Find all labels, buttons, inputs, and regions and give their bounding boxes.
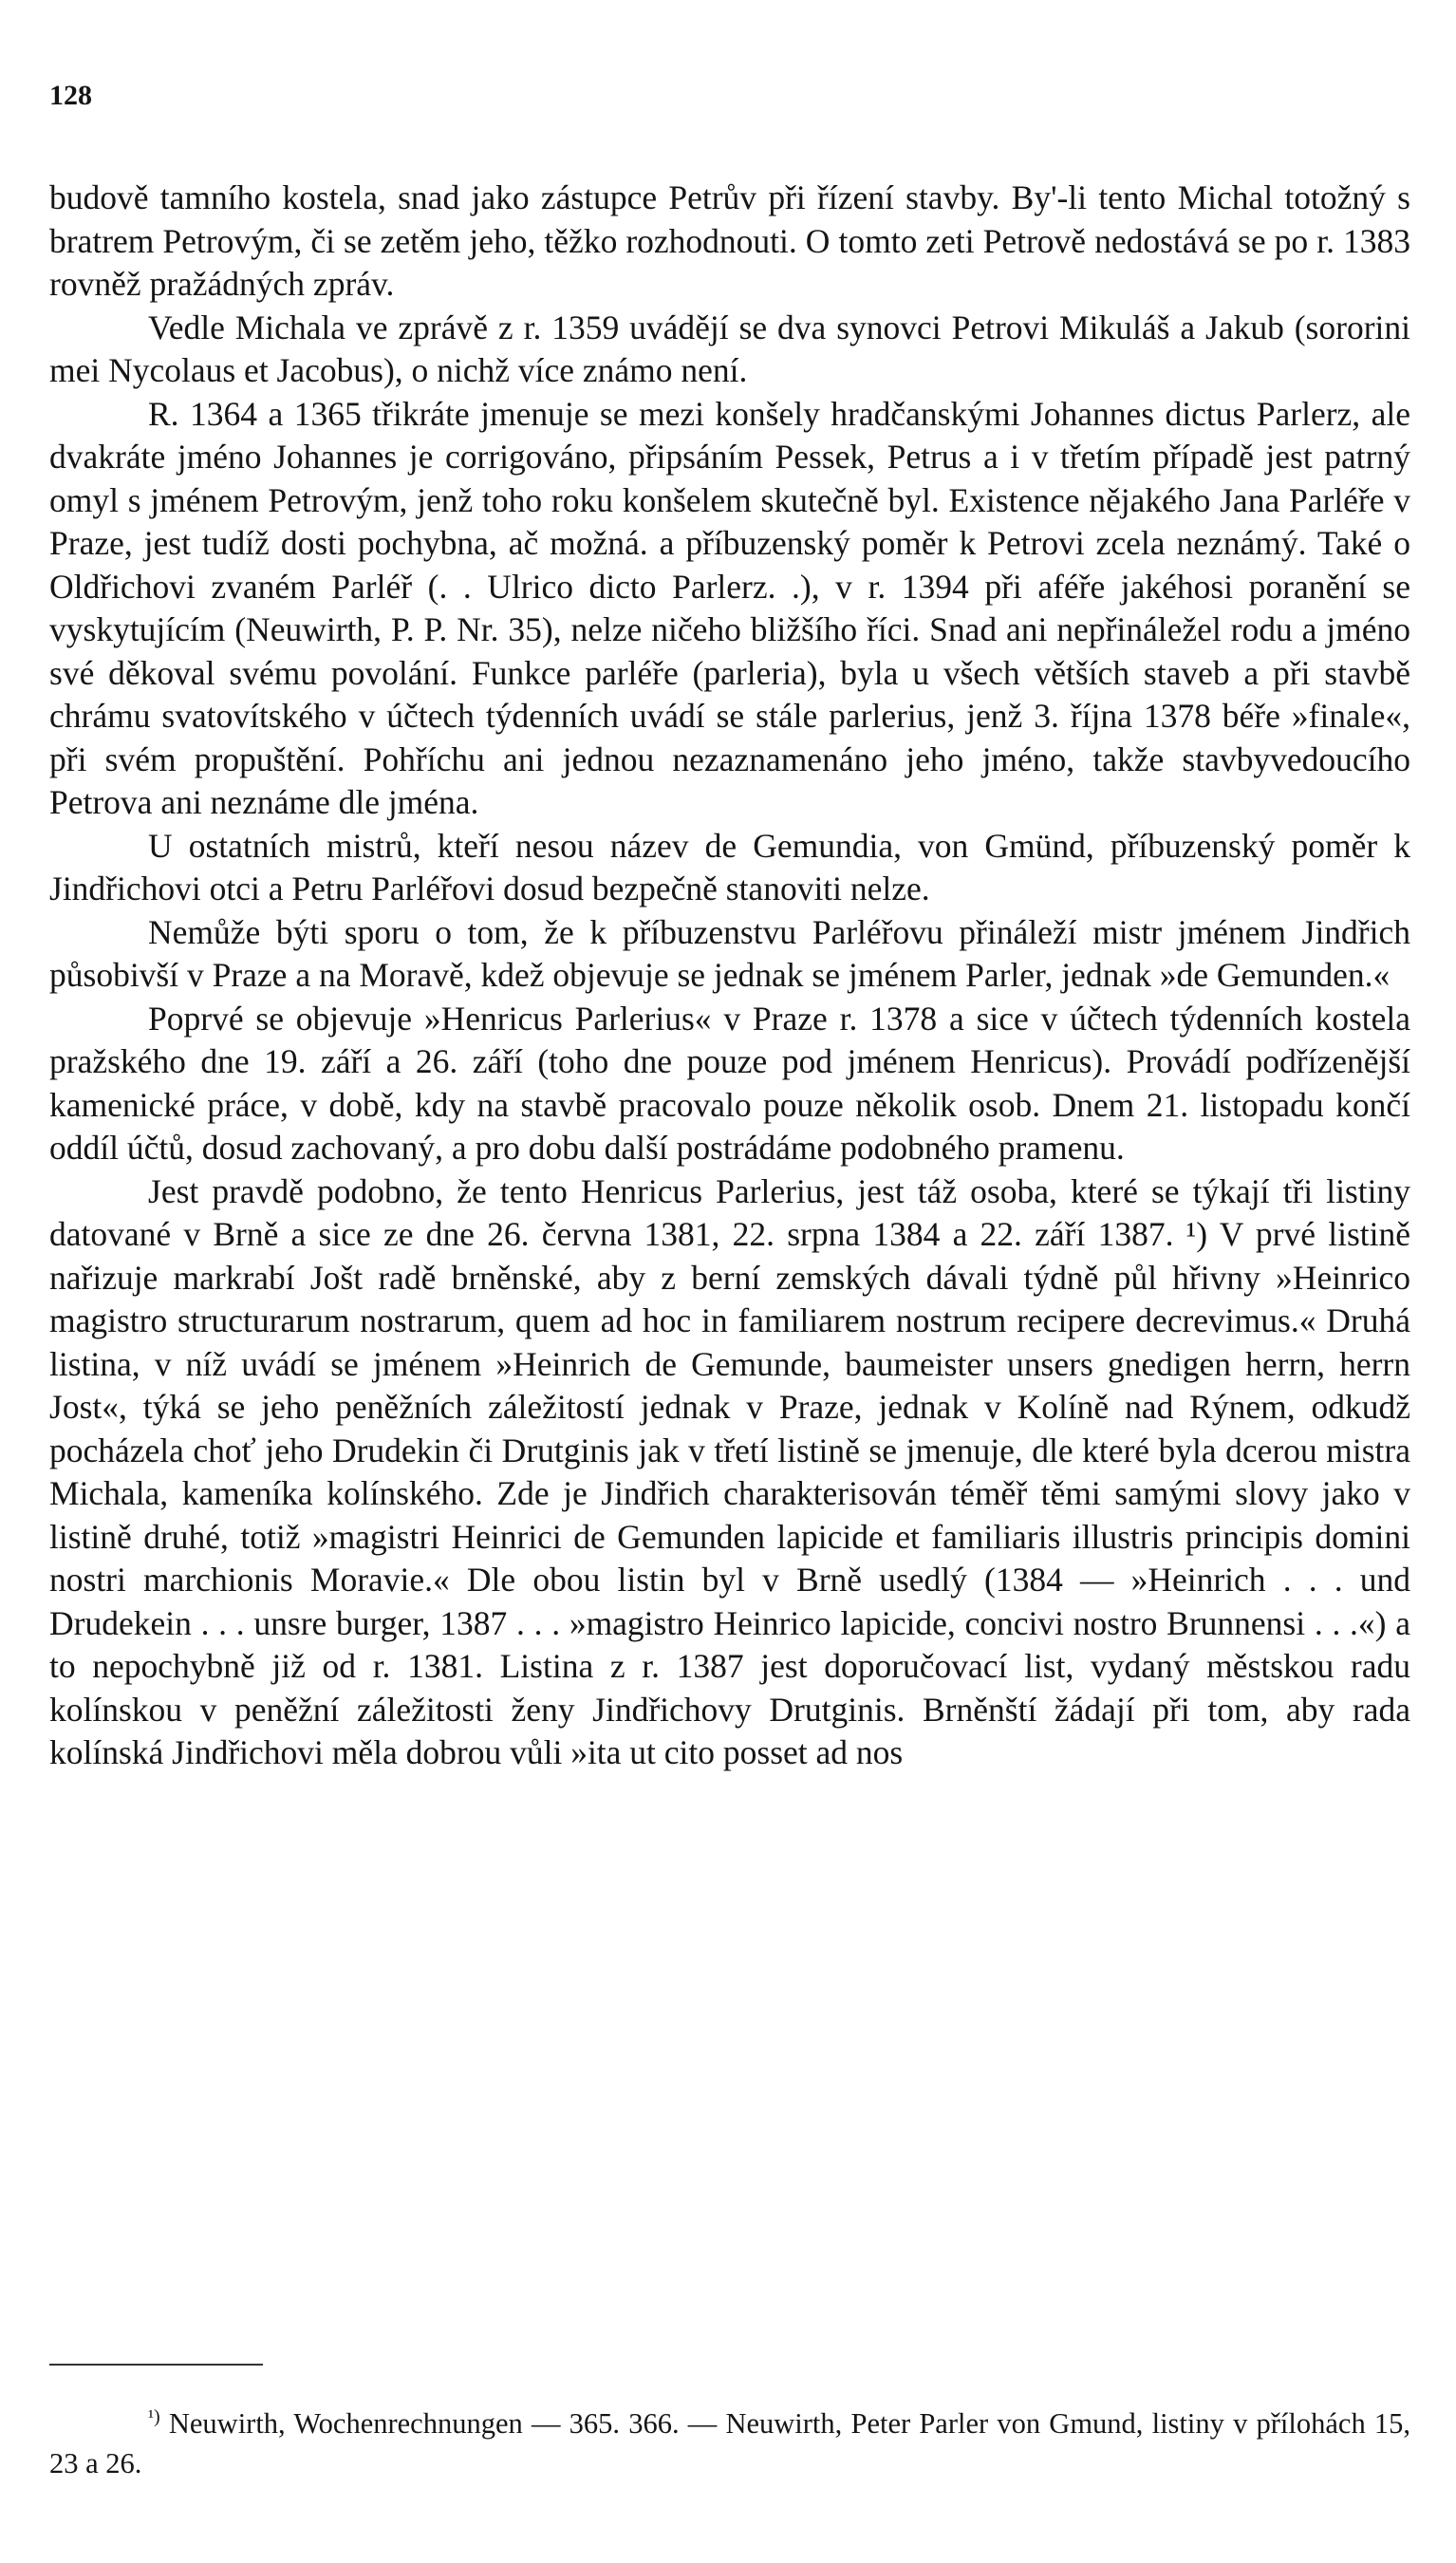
paragraph-brno-charters: Jest pravdě podobno, že tento Henricus Parlerius, jest táž osoba, které se týkají tři listiny datované v Brně a sice ze dne 26. června 1381, 22. srpna 1384 a 22. září 1387. ¹) V prvé listině nařizuje markrabí Jošt radě brněnské, aby z berní zemských dávali týdně půl hřivny »Heinrico magistro structurarum nostrarum, quem ad hoc in familiarem nostrum recipere decrevimus.« Druhá listina, v níž uvádí se jménem »Heinrich de Gemunde, baumeister unsers gnedigen herrn, herrn Jost«, týká se jeho peněžních záležitostí jednak v Praze, jednak v Kolíně nad Rýnem, odkudž pocházela choť jeho Drudekin či Drutginis jak v třetí listině se jmenuje, dle které byla dcerou mistra Michala, kameníka kolínského. Zde je Jindřich charakterisován téměř těmi samými slovy jako v listině druhé, totiž »magistri Heinrici de Gemunden lapicide et familiaris illustris principis domini nostri marchionis Moravie.« Dle obou listin byl v Brně usedlý (1384 — »Heinrich . . . und Drudekein . . . unsre burger, 1387 . . . »magistro Heinrico lapicide, concivi nostro Brunnensi . . .«) a to nepochybně již od r. 1381. Listina z r. 1387 jest doporučovací list, vydaný městskou radu kolínskou v peněžní záležitosti ženy Jindřichovy Drutginis. Brněnští žádají při tom, aby rada kolínská Jindřichovi měla dobrou vůli »ita ut cito posset ad nos — [49, 1171, 1410, 1771]
paragraph-other-masters: U ostatních mistrů, kteří nesou název de Gemundia, von Gmünd, příbuzenský poměr k Jindřichovi otci a Petru Parléřovi dosud bezpečně stanoviti nelze. — [49, 826, 1410, 907]
paragraph-johannes-parlerz: R. 1364 a 1365 třikráte jmenuje se mezi konšely hradčanskými Johannes dictus Parlerz, ale dvakráte jméno Johannes je corrigováno, připsáním Pessek, Petrus a i v třetím případě jest patrný omyl s jménem Petrovým, jenž toho roku konšelem skutečně byl. Existence nějakého Jana Parléře v Praze, jest tudíž dosti pochybna, ač možná. a příbuzenský poměr k Petrovi zcela neznámý. Také o Oldřichovi zvaném Parléř (. . Ulrico dicto Parlerz. .), v r. 1394 při aféře jakéhosi poranění se vyskytujícím (Neuwirth, P. P. Nr. 35), nelze ničeho bližšího říci. Snad ani nepřináležel rodu a jméno své děkoval svému povolání. Funkce parléře (parleria), byla u všech větších staveb a při stavbě chrámu svatovítského v účtech týdenních uvádí se stále parlerius, jenž 3. října 1378 béře »finale«, při svém propuštění. Pohříchu ani jednou nezaznamenáno jeho jméno, takže stavbyvedoucího Petrova ani neznáme dle jména. — [49, 394, 1410, 821]
paragraph-henricus-parlerius: Poprvé se objevuje »Henricus Parlerius« v Praze r. 1378 a sice v účtech týdenních kostela pražského dne 19. září a 26. září (toho dne pouze pod jménem Henricus). Provádí podřízenější kamenické práce, v době, kdy na stavbě pracovalo pouze několik osob. Dnem 21. listopadu končí oddíl účtů, dosud zachovaný, a pro dobu další postrádáme podobného pramenu. — [49, 999, 1410, 1167]
page-number: 128 — [49, 80, 92, 111]
footnote-text: Neuwirth, Wochenrechnungen — 365. 366. — Neuwirth, Peter Parler von Gmund, listiny v přílohách 15, 23 a 26. — [49, 2407, 1411, 2479]
paragraph-continuation: budově tamního kostela, snad jako zástupce Petrův při řízení stavby. By'-li tento Michal totožný s bratrem Petrovým, či se zetěm jeho, těžko rozhodnouti. O tomto zeti Petrově nedostává se po r. 1383 rovněž pražádných zpráv. — [49, 178, 1410, 303]
footnote-marker: ¹) — [148, 2405, 160, 2427]
body-text — [49, 177, 1410, 1775]
paragraph-master-jindrich: Nemůže býti sporu o tom, že k příbuzenstvu Parléřovu přináleží mistr jménem Jindřich působivší v Praze a na Moravě, kdež objevuje se jednak se jménem Parler, jednak »de Gemunden.« — [49, 912, 1410, 994]
paragraph-nephews: Vedle Michala ve zprávě z r. 1359 uvádějí se dva synovci Petrovi Mikuláš a Jakub (sororini mei Nycolaus et Jacobus), o nichž více známo není. — [49, 308, 1410, 389]
footnote-divider — [49, 2364, 263, 2366]
footnote — [49, 2404, 1410, 2483]
